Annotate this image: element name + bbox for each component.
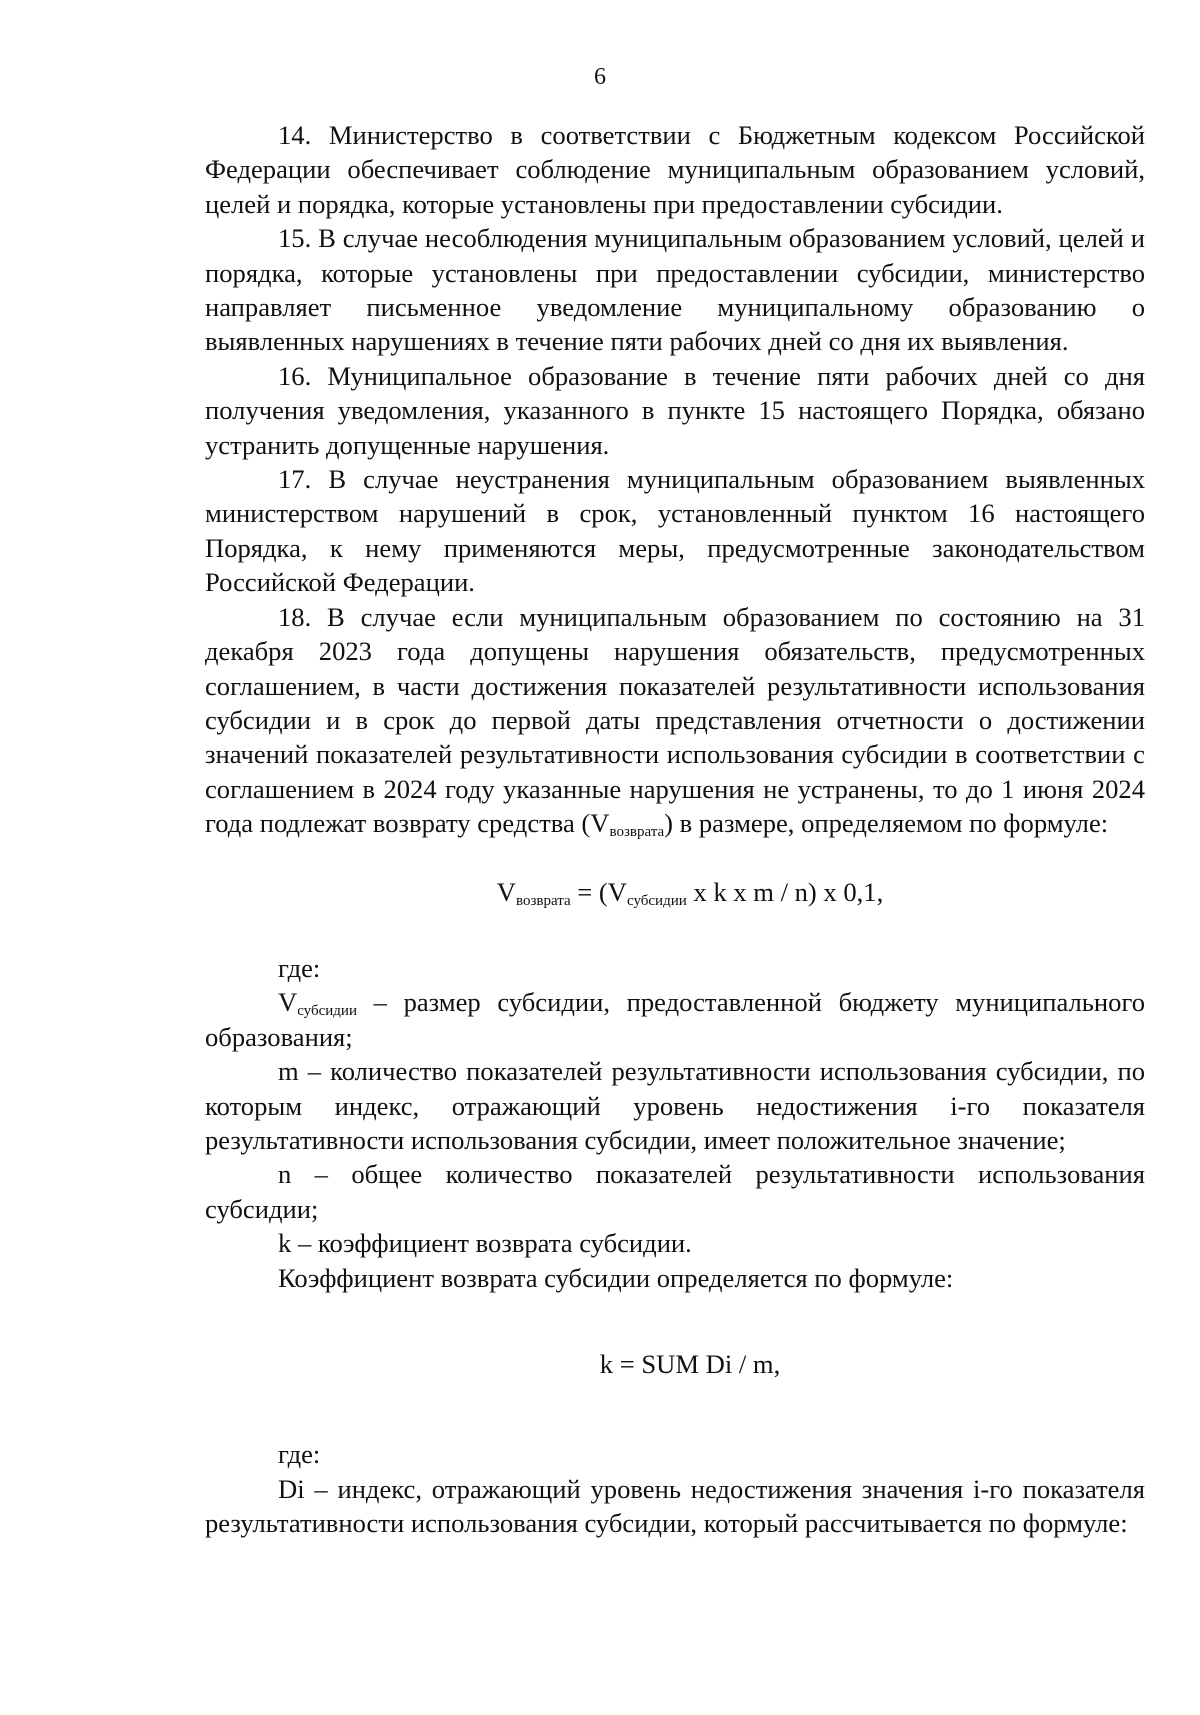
definition-v-text: – размер субсидии, предоставленной бюджету муниципального образования; bbox=[205, 987, 1145, 1052]
paragraph-16: 16. Муниципальное образование в течение пяти рабочих дней со дня получения уведомления, указанного в пункте 15 настоящего Порядка, обязано устранить допущенные нарушения. bbox=[205, 360, 1145, 460]
paragraph-18-tail: ) в размере, определяемом по формуле: bbox=[664, 808, 1109, 839]
formula-equals: = (V bbox=[570, 876, 627, 907]
where-label-2: где: bbox=[278, 1439, 321, 1470]
definition-m: m – количество показателей результативности использования субсидии, по которым индекс, отражающий уровень недостижения i-го показателя результативности использования субсидии, имеет положительное значение; bbox=[205, 1056, 1145, 1155]
paragraph-18 bbox=[205, 600, 1145, 841]
formula-v-symbol: V bbox=[496, 876, 516, 907]
document-body bbox=[205, 118, 1145, 1541]
definition-k: k – коэффициент возврата субсидии. bbox=[278, 1228, 692, 1259]
definition-v-subsidy bbox=[205, 985, 1145, 1054]
definition-v-symbol: V bbox=[278, 987, 298, 1018]
paragraph-18-subscript: возврата bbox=[609, 824, 665, 841]
paragraph-14: 14. Министерство в соответствии с Бюджетным кодексом Российской Федерации обеспечивает соблюдение муниципальным образованием условий, целей и порядка, которые установлены при предоставлении субсидии. bbox=[205, 120, 1145, 219]
formula-k: k = SUM Di / m, bbox=[599, 1349, 781, 1379]
formula-subsidy-subscript: субсидии bbox=[626, 892, 687, 909]
paragraph-15: 15. В случае несоблюдения муниципальным образованием условий, целей и порядка, которые установлены при предоставлении субсидии, министерство направляет письменное уведомление муниципальному образованию о выявленных нарушениях в течение пяти рабочих дней со дня их выявления. bbox=[205, 223, 1145, 357]
formula-v-subscript: возврата bbox=[515, 892, 571, 909]
paragraph-17: 17. В случае неустранения муниципальным образованием выявленных министерством нарушений в срок, установленный пунктом 16 настоящего Порядка, к нему применяются меры, предусмотренные законодательством Российской Федерации. bbox=[205, 464, 1145, 598]
formula-v-return bbox=[205, 875, 1145, 909]
formula-rest: x k x m / n) x 0,1, bbox=[686, 876, 884, 907]
definition-n: n – общее количество показателей результативности использования субсидии; bbox=[205, 1159, 1145, 1224]
coefficient-intro: Коэффициент возврата субсидии определяется по формуле: bbox=[278, 1262, 954, 1293]
definition-v-subscript: субсидии bbox=[297, 1003, 357, 1020]
paragraph-18-text: 18. В случае если муниципальным образованием по состоянию на 31 декабря 2023 года допущены нарушения обязательств, предусмотренных соглашением, в части достижения показателей результативности использования субсидии и в срок до первой даты представления отчетности о достижении значений показателей результативности использования субсидии в соответствии с соглашением в 2024 году указанные нарушения не устранены, то до 1 июня 2024 года подлежат возврату средства (V bbox=[205, 601, 1145, 839]
definition-di: Di – индекс, отражающий уровень недостижения значения i-го показателя результативности использования субсидии, который рассчитывается по формуле: bbox=[205, 1473, 1145, 1539]
page-number: 6 bbox=[594, 64, 606, 90]
where-label: где: bbox=[278, 952, 321, 983]
